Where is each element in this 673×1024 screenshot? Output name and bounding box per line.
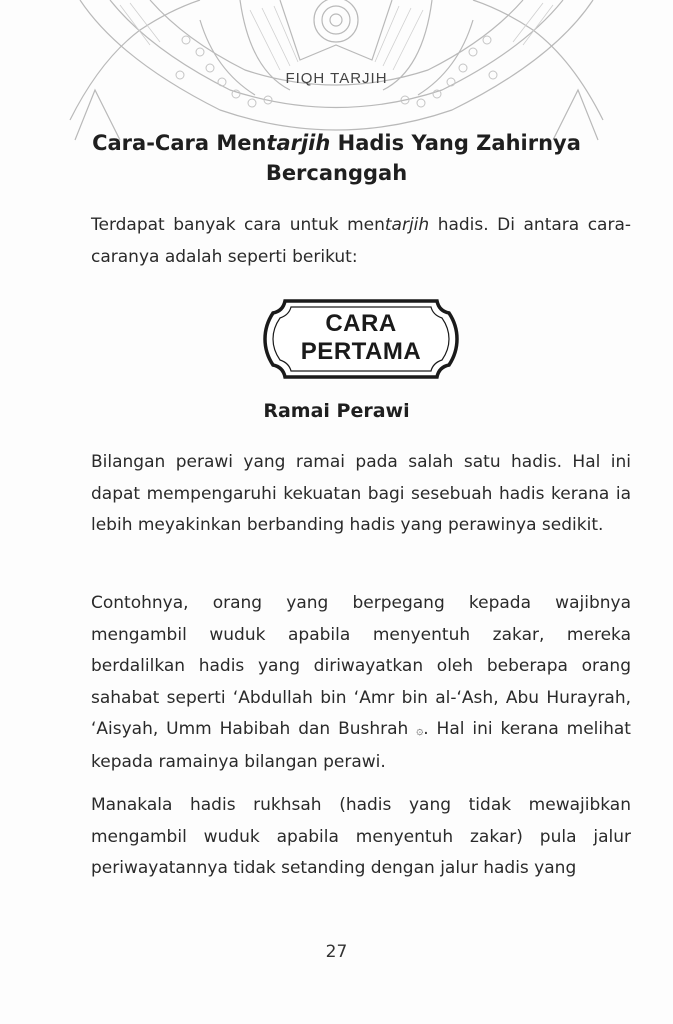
running-head: FIQH TARJIH xyxy=(285,70,388,87)
badge-line-1: CARA xyxy=(325,310,397,337)
paragraph-2: Contohnya, orang yang berpegang kepada wajibnya mengambil wuduk apabila menyentuh zakar, mereka berdalilkan hadis yang diriwayatkan oleh beberapa orang sahabat seperti ‘Abdullah bin ‘Amr bin al-‘Ash, Abu Hurayrah, ‘Aisyah, Umm Habibah dan Bushrah ۞. Hal ini kerana melihat kepada ramainya bilangan perawi. xyxy=(91,593,631,772)
paragraph-3: Manakala hadis rukhsah (hadis yang tidak mewajibkan mengambil wuduk apabila menyentuh zakar) pula jalur periwayatannya tidak setanding dengan jalur hadis yang xyxy=(91,795,631,878)
badge-line-2: PERTAMA xyxy=(300,338,422,365)
cara-pertama-badge-text xyxy=(263,310,459,366)
intro-paragraph: Terdapat banyak cara untuk mentarjih hadis. Di antara cara-caranya adalah seperti berikut: xyxy=(91,215,631,267)
paragraph-1: Bilangan perawi yang ramai pada salah satu hadis. Hal ini dapat mempengaruhi kekuatan bagi sesebuah hadis kerana ia lebih meyakinkan berbanding hadis yang perawinya sedikit. xyxy=(91,452,631,535)
section-heading: Cara-Cara Mentarjih Hadis Yang Zahirnya Bercanggah xyxy=(92,131,581,185)
salutation-symbol: ۞ xyxy=(416,723,424,737)
page-number: 27 xyxy=(325,942,348,962)
subheading: Ramai Perawi xyxy=(263,400,410,422)
